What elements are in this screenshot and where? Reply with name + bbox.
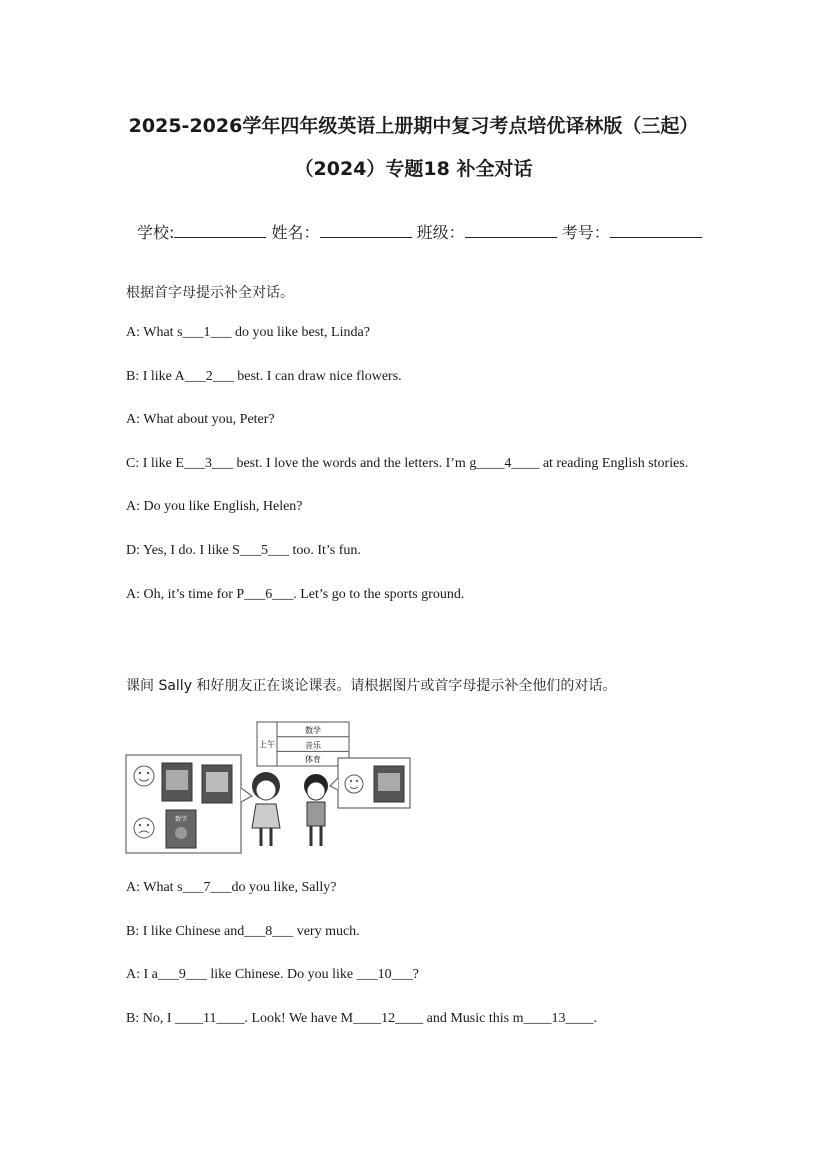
smiley-face-icon bbox=[134, 766, 154, 786]
sad-face-icon bbox=[134, 818, 154, 838]
blank-5[interactable]: ___5___ bbox=[239, 543, 289, 558]
dialogue-line-10: A: I a___9___ like Chinese. Do you like ___10___? bbox=[126, 967, 419, 982]
dialogue-line-2: B: I like A___2___ best. I can draw nice flowers. bbox=[126, 369, 402, 384]
smiley-face-icon-2 bbox=[345, 775, 363, 793]
blank-4[interactable]: ____4____ bbox=[476, 456, 540, 471]
boy-figure bbox=[304, 774, 328, 846]
blank-6[interactable]: ___6___ bbox=[244, 587, 294, 602]
blank-2[interactable]: ___2___ bbox=[184, 369, 234, 384]
school-label: 学校: bbox=[137, 223, 175, 242]
blank-9[interactable]: ___9___ bbox=[157, 967, 207, 982]
girl-figure bbox=[252, 772, 280, 846]
dialogue-line-7: A: Oh, it’s time for P___6___. Let’s go to the sports ground. bbox=[126, 587, 465, 602]
school-blank[interactable] bbox=[174, 223, 266, 238]
student-info-row bbox=[137, 220, 702, 243]
subject-1: 数学 bbox=[305, 726, 321, 735]
name-label: 姓名： bbox=[271, 223, 320, 242]
dialogue-picture bbox=[124, 718, 414, 858]
dialogue-line-3: A: What about you, Peter? bbox=[126, 412, 275, 427]
section2-instruction: 课间 Sally 和好朋友正在谈论课表。请根据图片或首字母提示补全他们的对话。 bbox=[126, 678, 617, 694]
exam-no-blank[interactable] bbox=[610, 223, 702, 238]
dialogue-line-1: A: What s___1___ do you like best, Linda? bbox=[126, 325, 370, 340]
book-label: 数学 bbox=[174, 817, 188, 823]
dialogue-line-5: A: Do you like English, Helen? bbox=[126, 499, 303, 514]
title-line-2: （2024）专题18 补全对话 bbox=[294, 158, 533, 180]
schedule-label: 上午 bbox=[259, 740, 275, 749]
exam-no-label: 考号： bbox=[561, 223, 610, 242]
class-blank[interactable] bbox=[465, 223, 557, 238]
dialogue-line-11: B: No, I ____11____. Look! We have M____12____ and Music this m____13____. bbox=[126, 1011, 597, 1026]
name-blank[interactable] bbox=[320, 223, 412, 238]
blank-3[interactable]: ___3___ bbox=[183, 456, 233, 471]
class-label: 班级： bbox=[416, 223, 465, 242]
blank-8[interactable]: ___8___ bbox=[244, 924, 294, 939]
dialogue-line-6: D: Yes, I do. I like S___5___ too. It’s fun. bbox=[126, 543, 361, 558]
blank-10[interactable]: ___10___ bbox=[356, 967, 413, 982]
blank-7[interactable]: ___7___ bbox=[182, 880, 232, 895]
dialogue-line-9: B: I like Chinese and___8___ very much. bbox=[126, 924, 360, 939]
section1-instruction: 根据首字母提示补全对话。 bbox=[126, 285, 294, 301]
blank-1[interactable]: ___1___ bbox=[182, 325, 232, 340]
subject-3: 体育 bbox=[305, 755, 321, 764]
blank-12[interactable]: ____12____ bbox=[353, 1011, 424, 1026]
dialogue-line-8: A: What s___7___do you like, Sally? bbox=[126, 880, 337, 895]
blank-13[interactable]: ____13____ bbox=[523, 1011, 594, 1026]
title-line-1: 2025-2026学年四年级英语上册期中复习考点培优译林版（三起） bbox=[128, 115, 699, 137]
dialogue-line-4: C: I like E___3___ best. I love the words and the letters. I’m g____4____ at reading English stories. bbox=[126, 456, 689, 471]
subject-2: 音乐 bbox=[305, 741, 321, 750]
blank-11[interactable]: ____11____ bbox=[175, 1011, 245, 1026]
